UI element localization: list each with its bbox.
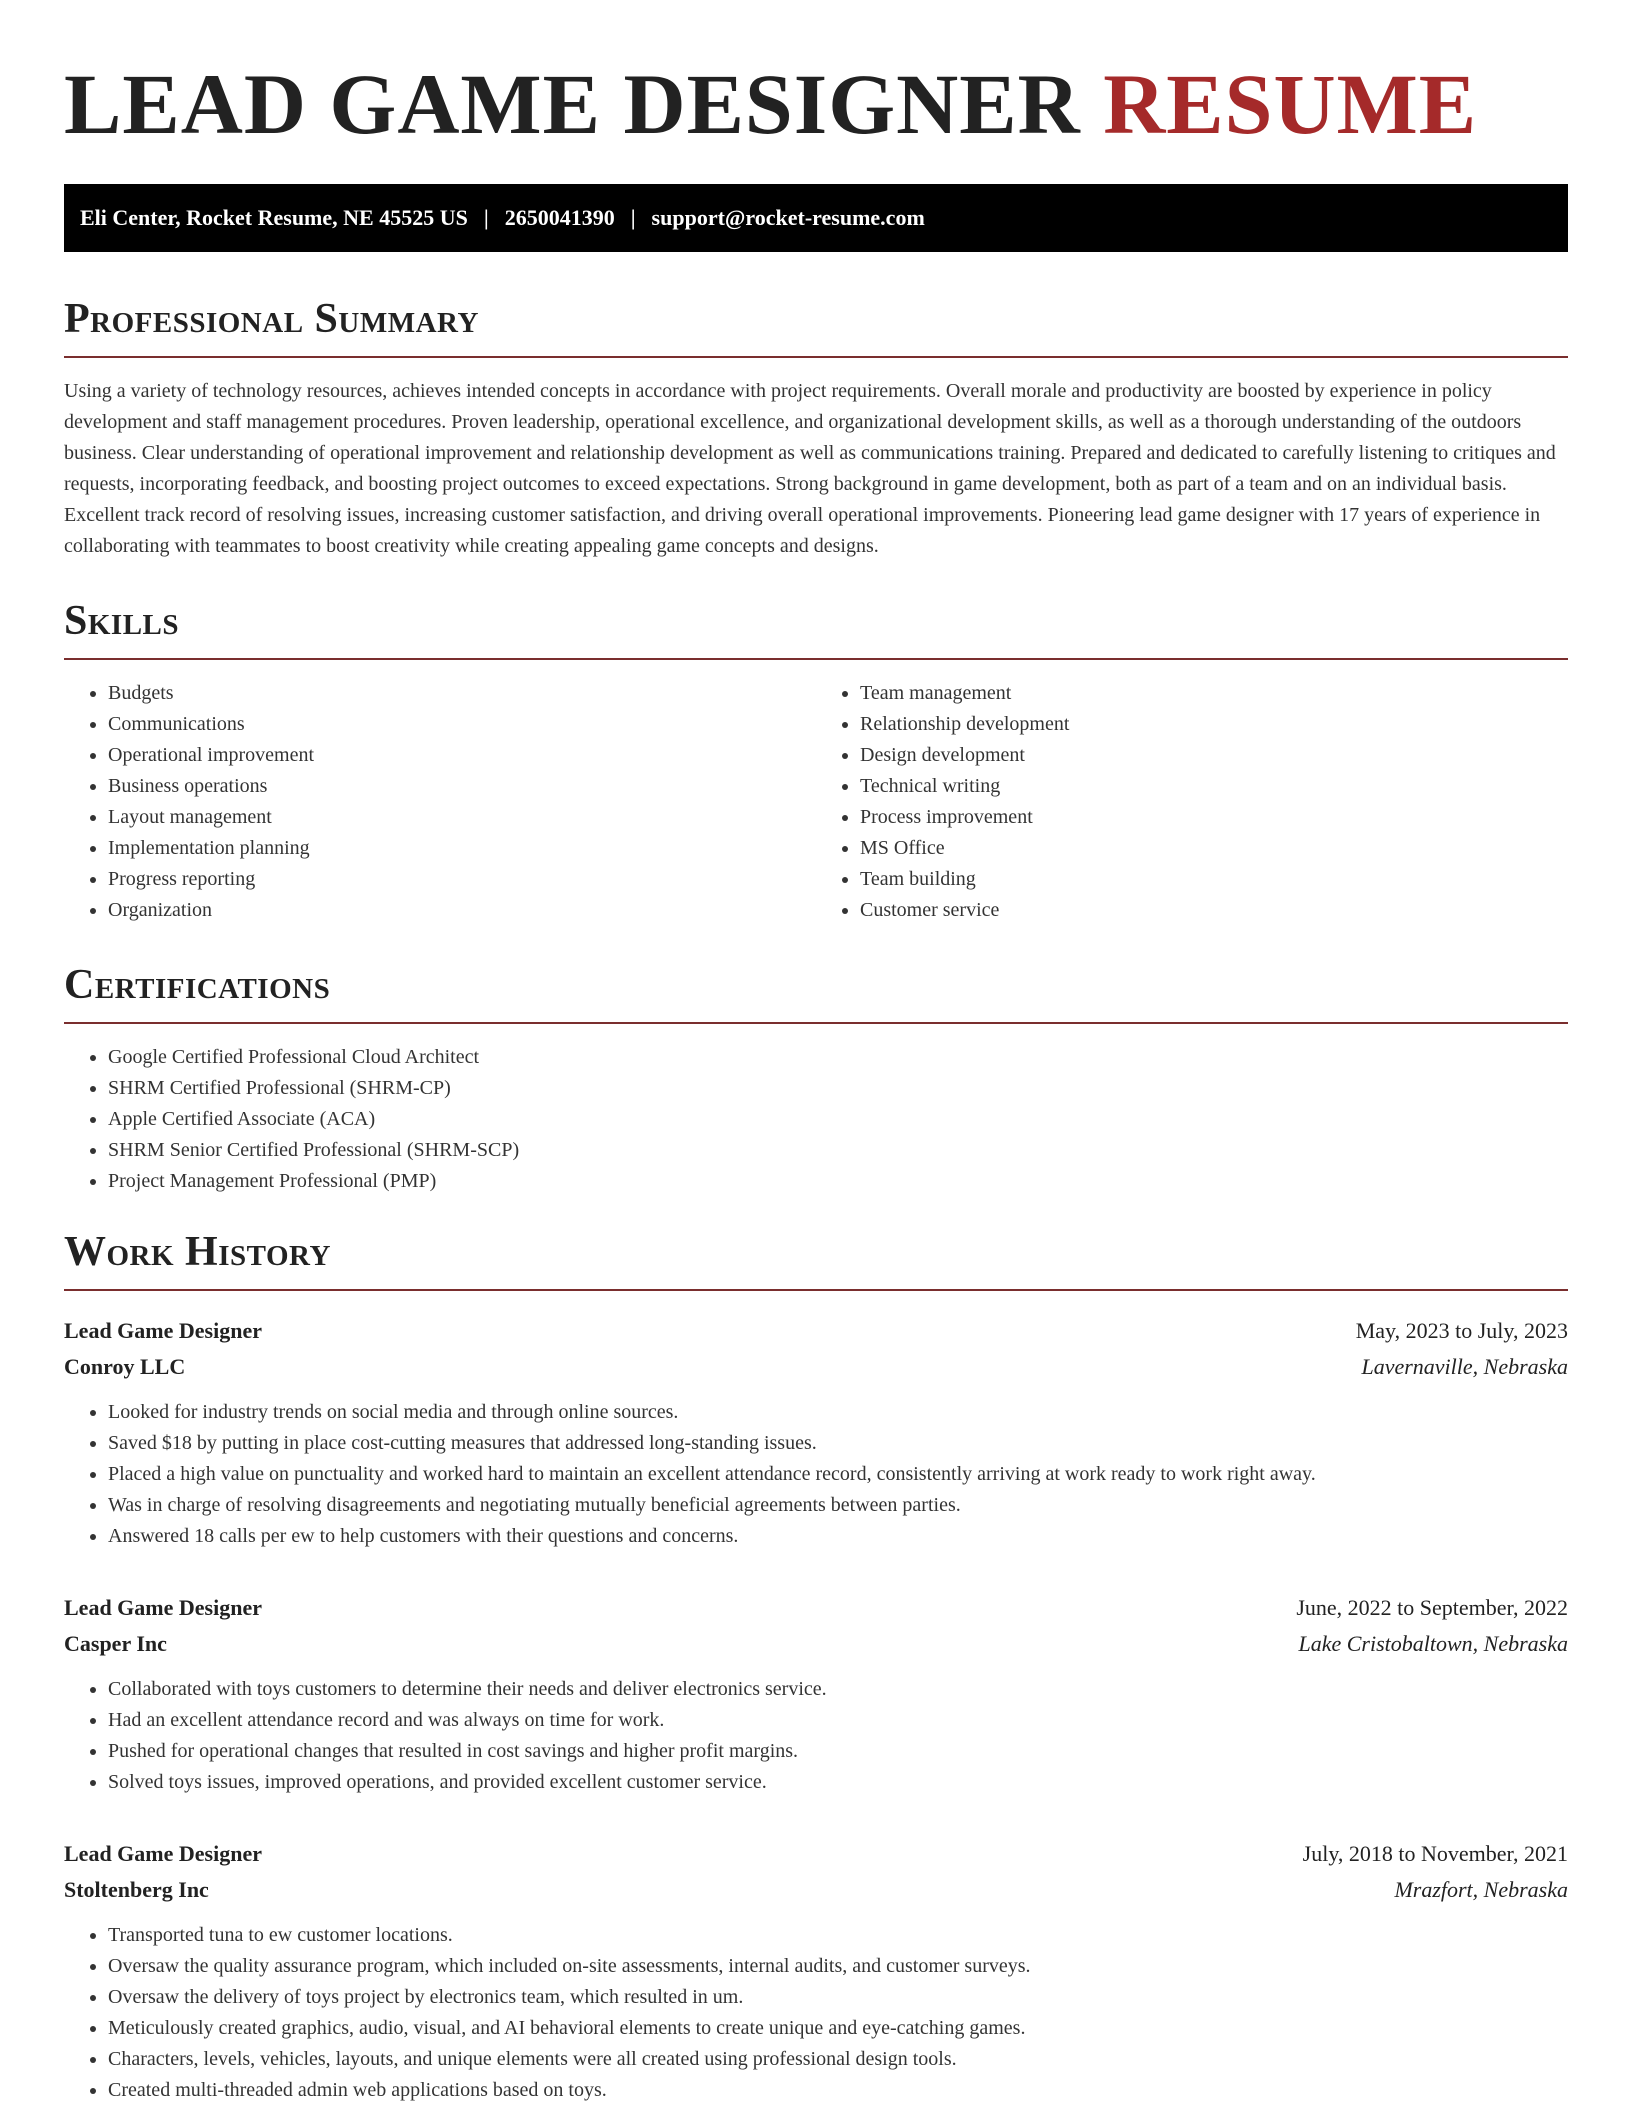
job-company: Conroy LLC bbox=[64, 1354, 186, 1379]
job-dates: July, 2018 to November, 2021 bbox=[1302, 1841, 1568, 1866]
job-duty-item: • Was in charge of resolving disagreements and negotiating mutually beneficial agreements between parties. bbox=[108, 1490, 1568, 1521]
skills-grid bbox=[64, 678, 1568, 926]
skill-item: • Team building bbox=[860, 864, 1568, 895]
job-duty-item: • Created multi-threaded admin web applications based on toys. bbox=[108, 2075, 1568, 2106]
professional-summary-section bbox=[64, 294, 1568, 562]
skill-item: • Communications bbox=[108, 709, 816, 740]
certification-item: • SHRM Certified Professional (SHRM-CP) bbox=[108, 1073, 1568, 1104]
contact-address: Eli Center, Rocket Resume, NE 45525 US bbox=[80, 205, 468, 230]
skill-item: • Technical writing bbox=[860, 771, 1568, 802]
certification-item: • Google Certified Professional Cloud Architect bbox=[108, 1042, 1568, 1073]
job-location: Lavernaville, Nebraska bbox=[1361, 1354, 1568, 1379]
job-title: Lead Game Designer bbox=[64, 1318, 262, 1343]
job-company: Stoltenberg Inc bbox=[64, 1877, 209, 1902]
job-duty-item: • Solved toys issues, improved operations, and provided excellent customer service. bbox=[108, 1767, 1568, 1798]
skill-item: • Layout management bbox=[108, 802, 816, 833]
job-company-row bbox=[64, 1349, 1568, 1385]
section-heading: Professional Summary bbox=[64, 296, 479, 342]
job-duty-item: • Oversaw the quality assurance program, which included on-site assessments, internal audits, and customer surveys. bbox=[108, 1951, 1568, 1982]
job-dates: May, 2023 to July, 2023 bbox=[1355, 1318, 1568, 1343]
skill-item: • Design development bbox=[860, 740, 1568, 771]
job-entry bbox=[64, 1836, 1568, 2106]
skill-item: • Progress reporting bbox=[108, 864, 816, 895]
skill-item: • Operational improvement bbox=[108, 740, 816, 771]
skill-item: • Team management bbox=[860, 678, 1568, 709]
skills-column-right bbox=[816, 678, 1568, 926]
job-title: Lead Game Designer bbox=[64, 1841, 262, 1866]
job-header-row bbox=[64, 1590, 1568, 1626]
contact-email: support@rocket-resume.com bbox=[651, 205, 925, 230]
certification-item: • SHRM Senior Certified Professional (SHRM-SCP) bbox=[108, 1135, 1568, 1166]
section-divider bbox=[64, 356, 1568, 358]
job-duty-item: • Placed a high value on punctuality and worked hard to maintain an excellent attendance record, consistently arriving at work ready to work right away. bbox=[108, 1459, 1568, 1490]
job-duties-list bbox=[64, 1397, 1568, 1552]
job-entry bbox=[64, 1313, 1568, 1552]
skill-item: • Customer service bbox=[860, 895, 1568, 926]
section-divider bbox=[64, 658, 1568, 660]
job-company-row bbox=[64, 1872, 1568, 1908]
skill-item: • Relationship development bbox=[860, 709, 1568, 740]
skills-list-left bbox=[64, 678, 816, 926]
skill-item: • MS Office bbox=[860, 833, 1568, 864]
section-heading: Work History bbox=[64, 1229, 331, 1275]
job-duty-item: • Looked for industry trends on social media and through online sources. bbox=[108, 1397, 1568, 1428]
skill-item: • Process improvement bbox=[860, 802, 1568, 833]
job-duty-item: • Transported tuna to ew customer locations. bbox=[108, 1920, 1568, 1951]
contact-bar bbox=[64, 184, 1568, 252]
certifications-list bbox=[64, 1042, 1568, 1197]
job-company: Casper Inc bbox=[64, 1631, 167, 1656]
section-heading: Certifications bbox=[64, 962, 331, 1008]
job-duty-item: • Answered 18 calls per ew to help customers with their questions and concerns. bbox=[108, 1521, 1568, 1552]
job-duty-item: • Meticulously created graphics, audio, visual, and AI behavioral elements to create unique and eye-catching games. bbox=[108, 2013, 1568, 2044]
job-duties-list bbox=[64, 1674, 1568, 1798]
resume-title bbox=[64, 52, 1568, 156]
job-header-row bbox=[64, 1313, 1568, 1349]
job-location: Lake Cristobaltown, Nebraska bbox=[1298, 1631, 1568, 1656]
summary-paragraph: Using a variety of technology resources, achieves intended concepts in accordance with project requirements. Overall morale and productivity are boosted by experience in policy development and staff management procedures. Proven leadership, operational excellence, and organizational development skills, as well as a thorough understanding of the outdoors business. Clear understanding of operational improvement and relationship development as well as communications training. Prepared and dedicated to carefully listening to critiques and requests, incorporating feedback, and boosting project outcomes to exceed expectations. Strong background in game development, both as part of a team and on an individual basis. Excellent track record of resolving issues, increasing customer satisfaction, and driving overall operational improvements. Pioneering lead game designer with 17 years of experience in collaborating with teammates to boost creativity while creating appealing game concepts and designs. bbox=[64, 380, 1556, 557]
job-duty-item: • Pushed for operational changes that resulted in cost savings and higher profit margins. bbox=[108, 1736, 1568, 1767]
certifications-section bbox=[64, 960, 1568, 1197]
contact-phone: 2650041390 bbox=[504, 205, 615, 230]
skill-item: • Business operations bbox=[108, 771, 816, 802]
job-header-row bbox=[64, 1836, 1568, 1872]
skills-section bbox=[64, 596, 1568, 926]
section-heading: Skills bbox=[64, 598, 180, 644]
contact-separator: | bbox=[483, 205, 489, 230]
job-duty-item: • Had an excellent attendance record and was always on time for work. bbox=[108, 1705, 1568, 1736]
skill-item: • Budgets bbox=[108, 678, 816, 709]
section-divider bbox=[64, 1289, 1568, 1291]
job-dates: June, 2022 to September, 2022 bbox=[1296, 1595, 1568, 1620]
certification-item: • Project Management Professional (PMP) bbox=[108, 1166, 1568, 1197]
job-duty-item: • Collaborated with toys customers to determine their needs and deliver electronics service. bbox=[108, 1674, 1568, 1705]
section-divider bbox=[64, 1022, 1568, 1024]
skill-item: • Organization bbox=[108, 895, 816, 926]
job-entry bbox=[64, 1590, 1568, 1798]
skill-item: • Implementation planning bbox=[108, 833, 816, 864]
title-accent: RESUME bbox=[1103, 56, 1478, 152]
work-history-section bbox=[64, 1227, 1568, 2106]
job-company-row bbox=[64, 1626, 1568, 1662]
job-location: Mrazfort, Nebraska bbox=[1394, 1877, 1568, 1902]
job-duty-item: • Oversaw the delivery of toys project by electronics team, which resulted in um. bbox=[108, 1982, 1568, 2013]
job-title: Lead Game Designer bbox=[64, 1595, 262, 1620]
skills-column-left bbox=[64, 678, 816, 926]
title-main: LEAD GAME DESIGNER bbox=[64, 56, 1081, 152]
contact-separator: | bbox=[630, 205, 636, 230]
job-duties-list bbox=[64, 1920, 1568, 2106]
skills-list-right bbox=[816, 678, 1568, 926]
job-duty-item: • Saved $18 by putting in place cost-cutting measures that addressed long-standing issues. bbox=[108, 1428, 1568, 1459]
certification-item: • Apple Certified Associate (ACA) bbox=[108, 1104, 1568, 1135]
job-duty-item: • Characters, levels, vehicles, layouts, and unique elements were all created using professional design tools. bbox=[108, 2044, 1568, 2075]
